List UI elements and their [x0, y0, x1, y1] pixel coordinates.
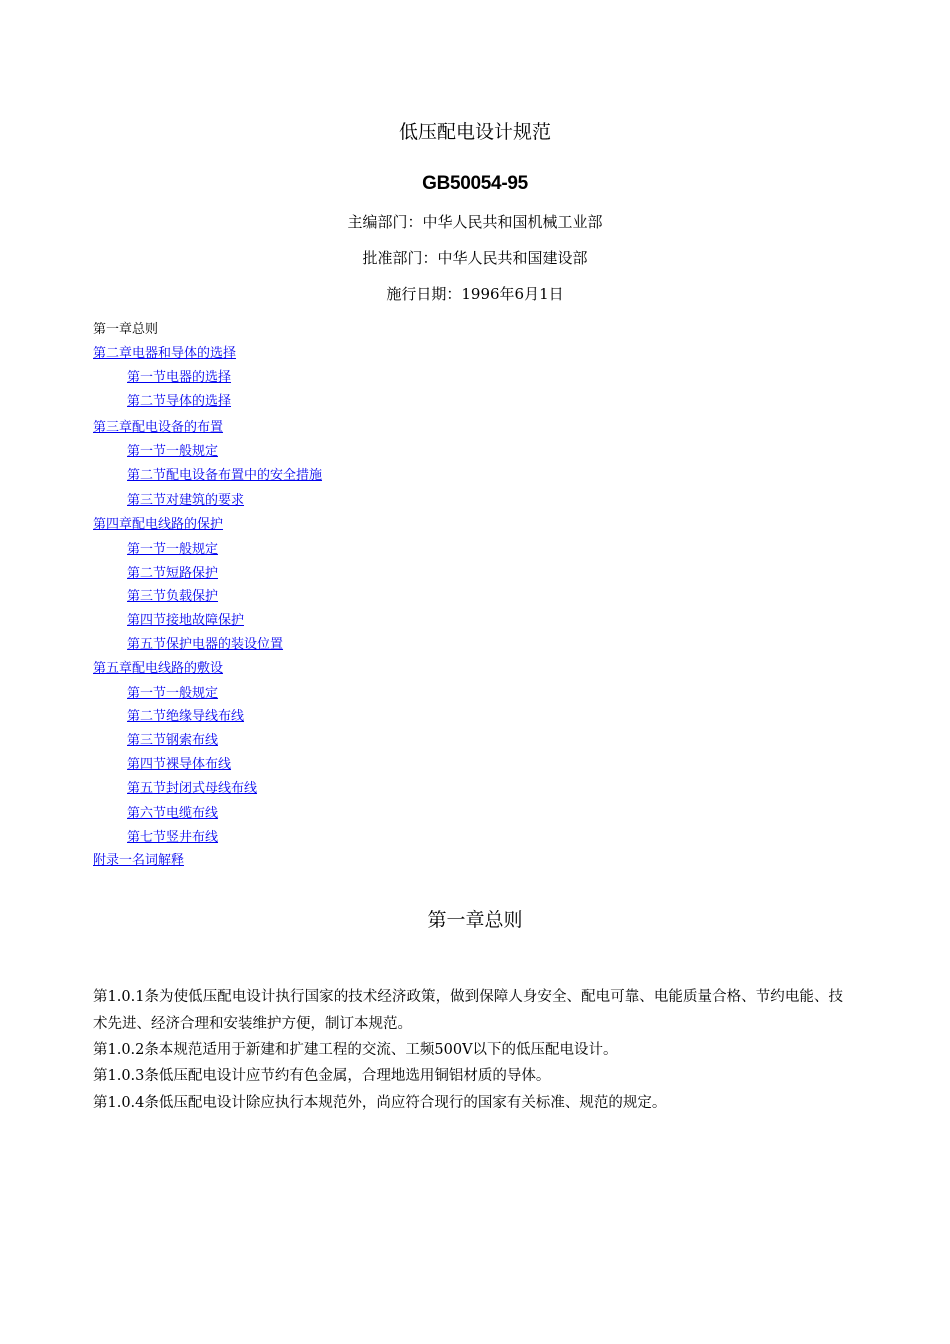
- toc-chapter-8[interactable]: 第四章配电线路的保护: [93, 517, 224, 532]
- clause-1-0-1: 第1.0.1条为使低压配电设计执行国家的技术经济政策，做到保障人身安全、配电可靠、电能质量合格、节约电能、技术先进、经济合理和安装维护方便，制订本规范。: [93, 989, 843, 1032]
- approval-department: 批准部门：中华人民共和国建设部: [362, 249, 588, 267]
- clause-1-0-2: 第1.0.2条本规范适用于新建和扩建工程的交流、工频500V以下的低压配电设计。: [93, 1042, 618, 1058]
- standard-code: GB50054-95: [422, 173, 528, 194]
- toc-section-18[interactable]: 第四节裸导体布线: [127, 757, 232, 772]
- editor-department: 主编部门：中华人民共和国机械工业部: [347, 213, 603, 231]
- toc-chapter-22[interactable]: 附录一名词解释: [93, 853, 185, 868]
- toc-section-13[interactable]: 第五节保护电器的装设位置: [127, 637, 284, 652]
- toc-section-6[interactable]: 第二节配电设备布置中的安全措施: [127, 468, 323, 483]
- chapter-heading: 第一章总则: [427, 909, 523, 931]
- toc-section-21[interactable]: 第七节竖井布线: [127, 830, 219, 845]
- toc-section-9[interactable]: 第一节一般规定: [127, 542, 219, 557]
- toc-section-11[interactable]: 第三节负载保护: [127, 589, 219, 604]
- toc-section-17[interactable]: 第三节钢索布线: [127, 733, 219, 748]
- toc-section-12[interactable]: 第四节接地故障保护: [127, 613, 245, 628]
- toc-chapter-14[interactable]: 第五章配电线路的敷设: [93, 661, 224, 676]
- toc-section-15[interactable]: 第一节一般规定: [127, 686, 219, 701]
- clause-1-0-4: 第1.0.4条低压配电设计除应执行本规范外，尚应符合现行的国家有关标准、规范的规定。: [93, 1095, 667, 1111]
- document-title: 低压配电设计规范: [398, 121, 551, 143]
- toc-section-16[interactable]: 第二节绝缘导线布线: [127, 709, 245, 724]
- toc-section-5[interactable]: 第一节一般规定: [127, 444, 219, 459]
- toc-chapter-1[interactable]: 第二章电器和导体的选择: [93, 346, 237, 361]
- toc-section-3[interactable]: 第二节导体的选择: [127, 394, 232, 409]
- toc-chapter-4[interactable]: 第三章配电设备的布置: [93, 420, 224, 435]
- effective-date: 施行日期：1996年6月1日: [386, 285, 564, 303]
- clause-1-0-3: 第1.0.3条低压配电设计应节约有色金属，合理地选用铜铝材质的导体。: [93, 1068, 551, 1084]
- toc-section-19[interactable]: 第五节封闭式母线布线: [127, 781, 258, 796]
- toc-section-10[interactable]: 第二节短路保护: [127, 566, 219, 581]
- toc-chapter-0: 第一章总则: [93, 322, 159, 337]
- toc-section-2[interactable]: 第一节电器的选择: [127, 370, 232, 385]
- toc-section-20[interactable]: 第六节电缆布线: [127, 806, 219, 821]
- toc-section-7[interactable]: 第三节对建筑的要求: [127, 493, 245, 508]
